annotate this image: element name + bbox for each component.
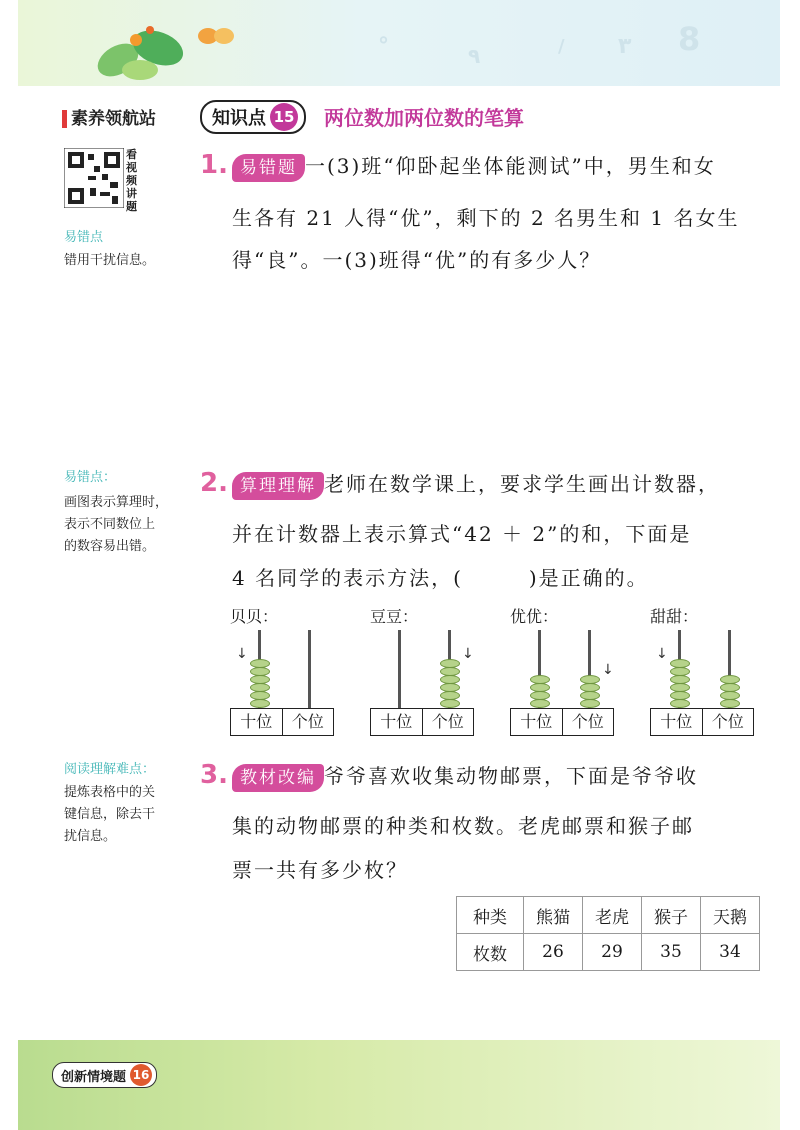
leaf-illustration-icon [88,10,208,86]
ones-bead [720,699,740,708]
abacus-base [510,708,614,736]
tens-bead [670,699,690,708]
question-number: 3. [200,760,228,790]
table-cell: 35 [642,934,701,971]
tens-bead [250,699,270,708]
ones-bead [720,683,740,692]
abacus-doudou[interactable] [370,600,474,740]
ones-label: 个位 [282,709,334,735]
bg-letter: / [558,36,565,57]
bg-letter: ٩ [468,44,481,68]
ones-bead [580,699,600,708]
question-line: 生各有 21 人得“优”，剩下的 2 名男生和 1 名女生 [232,206,740,230]
tens-label: 十位 [660,712,693,731]
knowledge-point-number: 15 [270,103,298,131]
butterfly-icon [196,24,236,48]
side-note-title: 易错点 [64,230,104,245]
table-cell: 34 [701,934,760,971]
ones-bead [440,675,460,684]
ones-bead [440,659,460,668]
table-row [457,934,760,971]
ones-bead [580,691,600,700]
table-header-cell: 熊猫 [524,897,583,934]
question-2: 算理理解 老师在数学课上，要求学生画出计数器， [232,468,720,500]
abacus-base [370,708,474,736]
table-header-cell: 天鹅 [701,897,760,934]
tens-bead [530,683,550,692]
abacus-name: 优优： [510,607,559,626]
ones-label: 个位 [702,709,754,735]
question-line: 4 名同学的表示方法，( )是正确的。 [232,566,649,590]
down-arrow-icon: ↓ [602,662,614,678]
bg-letter: 8 [678,20,701,58]
table-header-cell: 猴子 [642,897,701,934]
bg-letter: ٣ [618,34,632,59]
ones-bead [720,691,740,700]
station-title: 素养领航站 [62,104,156,129]
footer-label: 创新情境题 16 [52,1062,157,1088]
question-3: 教材改编 爷爷喜欢收集动物邮票，下面是爷爷收 [232,760,698,792]
side-note-title: 易错点： [64,470,117,485]
tens-label: 十位 [380,712,413,731]
tens-bead [530,691,550,700]
abacus-name: 贝贝： [230,607,279,626]
ones-bead [440,699,460,708]
table-cell: 枚数 [457,934,524,971]
abacus-beibei[interactable] [230,600,334,740]
question-number: 1. [200,150,228,180]
stamp-table [456,896,760,971]
question-line: 票一共有多少枚？ [232,858,408,882]
tens-bead [250,659,270,668]
question-tag: 算理理解 [232,472,324,500]
down-arrow-icon: ↓ [462,646,474,662]
tens-bead [670,675,690,684]
abacus-tiantian[interactable] [650,600,754,740]
tens-bead [670,667,690,676]
side-note-title: 阅读理解难点： [64,762,156,777]
question-line: 集的动物邮票的种类和枚数。老虎邮票和猴子邮 [232,814,694,838]
question-tag: 教材改编 [232,764,324,792]
ones-bead [440,683,460,692]
down-arrow-icon: ↓ [656,646,668,662]
station-marker-icon [62,110,67,128]
table-header-cell: 种类 [457,897,524,934]
tens-bead [670,683,690,692]
tens-rod [398,630,401,708]
ones-label: 个位 [562,709,614,735]
abacus-name: 豆豆： [370,607,419,626]
abacus-youyou[interactable] [510,600,614,740]
question-line: 得“良”。一(3)班得“优”的有多少人？ [232,248,602,272]
tens-label: 十位 [520,712,553,731]
tens-bead [250,667,270,676]
side-note-text: 错用干扰信息。 [64,253,156,268]
ones-bead [580,683,600,692]
tens-bead [250,675,270,684]
page-number: 16 [130,1064,152,1086]
qr-label: 看视频讲题 [126,148,137,213]
question-line: 并在计数器上表示算式“42 ＋ 2”的和，下面是 [232,522,692,546]
side-note-text: 提炼表格中的关 键信息，除去干 扰信息。 [64,785,156,844]
abacus-base [230,708,334,736]
tens-label: 十位 [240,712,273,731]
ones-bead [720,675,740,684]
ones-bead [580,675,600,684]
bg-letter: ° [378,34,389,59]
topic-title: 两位数加两位数的笔算 [324,106,524,130]
tens-bead [250,683,270,692]
question-tag: 易错题 [232,154,305,182]
knowledge-point-badge: 知识点 15 [200,100,306,134]
abacus-name: 甜甜： [650,607,699,626]
tens-bead [250,691,270,700]
side-note-text: 画图表示算理时， 表示不同数位上 的数容易出错。 [64,495,169,554]
question-1: 易错题 一(3)班“仰卧起坐体能测试”中，男生和女 [232,150,716,182]
tens-bead [530,699,550,708]
down-arrow-icon: ↓ [236,646,248,662]
header-band [18,0,780,86]
tens-bead [670,659,690,668]
ones-label: 个位 [422,709,474,735]
question-number: 2. [200,468,228,498]
ones-bead [440,667,460,676]
abacus-base [650,708,754,736]
ones-rod [308,630,311,708]
table-cell: 26 [524,934,583,971]
table-row [457,897,760,934]
qr-code-icon[interactable] [64,148,124,208]
table-cell: 29 [583,934,642,971]
tens-bead [670,691,690,700]
table-header-cell: 老虎 [583,897,642,934]
ones-bead [440,691,460,700]
tens-bead [530,675,550,684]
